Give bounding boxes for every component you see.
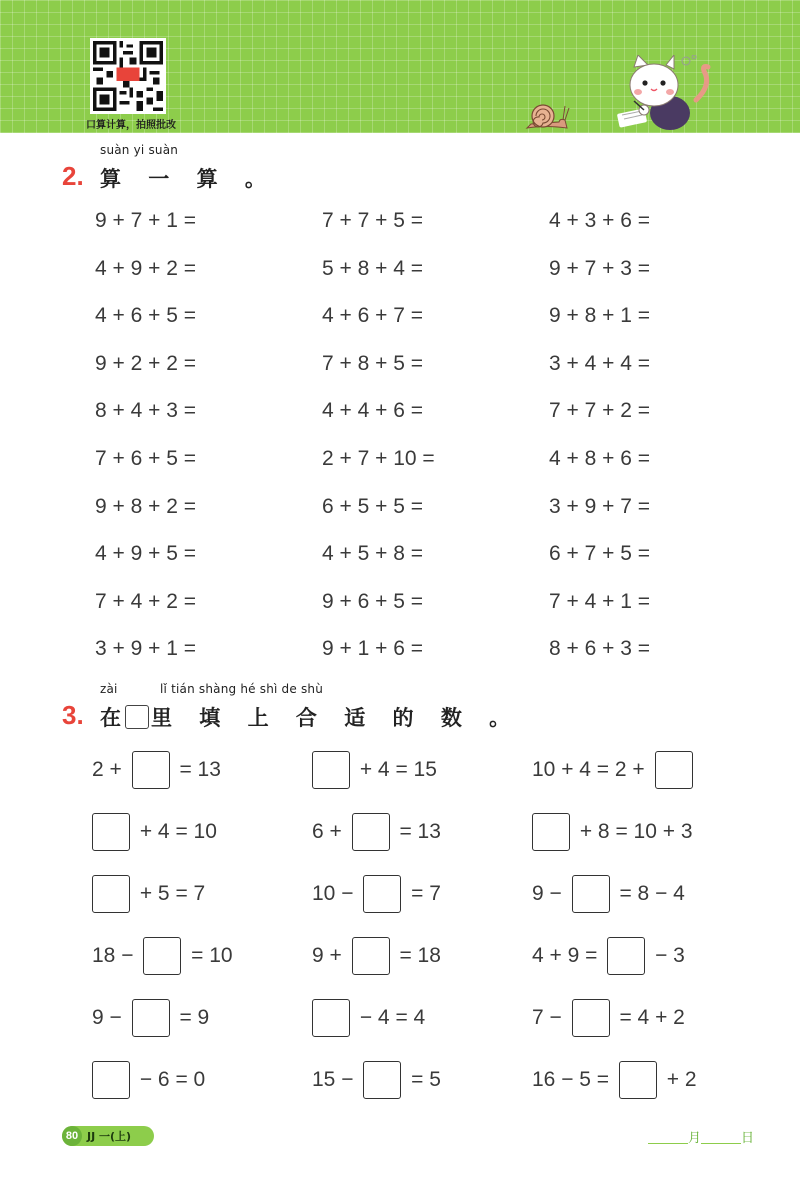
fill-blank-problem	[532, 998, 685, 1038]
calc-problem: 7 + 6 + 5 =	[95, 447, 197, 470]
answer-box[interactable]	[572, 999, 610, 1037]
answer-box[interactable]	[532, 813, 570, 851]
answer-box[interactable]	[363, 875, 401, 913]
section2-number: 2.	[62, 161, 84, 191]
answer-box[interactable]	[143, 937, 181, 975]
calc-problem: 4 + 8 + 6 =	[549, 447, 651, 470]
calc-problem: 6 + 5 + 5 =	[322, 495, 424, 518]
fill-blank-problem	[532, 874, 685, 914]
equation-right: = 18	[393, 944, 441, 967]
qr-code[interactable]	[90, 38, 166, 114]
section3-pinyin: lǐ tián shàng hé shì de shù	[160, 682, 324, 696]
calc-problem: 9 + 8 + 2 =	[95, 495, 197, 518]
page-badge	[62, 1126, 154, 1146]
calc-problem: 9 + 8 + 1 =	[549, 304, 651, 327]
calc-problem: 8 + 4 + 3 =	[95, 399, 197, 422]
calc-problem: 7 + 8 + 5 =	[322, 352, 424, 375]
answer-box[interactable]	[352, 813, 390, 851]
calc-problem: 9 + 6 + 5 =	[322, 590, 424, 613]
equation-left: 9 +	[312, 944, 348, 967]
section2-pinyin: suàn yi suàn	[100, 143, 179, 157]
calc-problem: 9 + 2 + 2 =	[95, 352, 197, 375]
fill-blank-problem	[92, 936, 233, 976]
calc-problem: 3 + 9 + 7 =	[549, 495, 651, 518]
calc-problem: 4 + 9 + 2 =	[95, 257, 197, 280]
fill-blank-problem	[312, 936, 441, 976]
equation-left: 6 +	[312, 820, 348, 843]
equation-left: 9 −	[532, 882, 568, 905]
calc-problem: 3 + 9 + 1 =	[95, 637, 197, 660]
fill-blank-problem	[92, 812, 217, 852]
calc-problem: 7 + 7 + 2 =	[549, 399, 651, 422]
answer-box[interactable]	[619, 1061, 657, 1099]
answer-box[interactable]	[312, 999, 350, 1037]
equation-right: = 9	[173, 1006, 210, 1029]
calc-problem: 9 + 1 + 6 =	[322, 637, 424, 660]
answer-box[interactable]	[132, 999, 170, 1037]
page-number: 80	[62, 1126, 82, 1146]
date-field	[648, 1127, 754, 1146]
title-blank-box	[125, 705, 149, 729]
calc-problem: 7 + 4 + 1 =	[549, 590, 651, 613]
qr-caption: 口算计算，拍照批改	[86, 120, 176, 131]
equation-right: + 5 = 7	[134, 882, 206, 905]
answer-box[interactable]	[363, 1061, 401, 1099]
equation-left: 18 −	[92, 944, 140, 967]
equation-right: + 4 = 15	[354, 758, 437, 781]
fill-blank-problem	[312, 998, 425, 1038]
fill-blank-problem	[312, 750, 437, 790]
snail-icon	[525, 98, 571, 130]
calc-problem: 2 + 7 + 10 =	[322, 447, 435, 470]
equation-right: − 4 = 4	[354, 1006, 426, 1029]
fill-blank-problem	[312, 812, 441, 852]
section3-title-after: 里 填 上 合 适 的 数 。	[151, 706, 521, 730]
month-label: 月	[688, 1131, 702, 1146]
equation-right: = 10	[185, 944, 233, 967]
calc-problem: 8 + 6 + 3 =	[549, 637, 651, 660]
calc-problem: 4 + 6 + 7 =	[322, 304, 424, 327]
calc-problem: 6 + 7 + 5 =	[549, 542, 651, 565]
fill-blank-problem	[532, 1060, 697, 1100]
equation-left: 9 −	[92, 1006, 128, 1029]
calc-problem: 9 + 7 + 3 =	[549, 257, 651, 280]
equation-right: = 8 − 4	[613, 882, 685, 905]
day-blank[interactable]	[701, 1130, 741, 1144]
month-blank[interactable]	[648, 1130, 688, 1144]
book-label: JJ 一(上)	[87, 1130, 132, 1143]
equation-left: 4 + 9 =	[532, 944, 604, 967]
answer-box[interactable]	[352, 937, 390, 975]
answer-box[interactable]	[572, 875, 610, 913]
answer-box[interactable]	[92, 1061, 130, 1099]
equation-left: 16 − 5 =	[532, 1068, 615, 1091]
equation-right: + 8 = 10 + 3	[574, 820, 693, 843]
answer-box[interactable]	[92, 875, 130, 913]
fill-blank-problem	[92, 750, 221, 790]
calc-problem: 4 + 5 + 8 =	[322, 542, 424, 565]
fill-blank-problem	[312, 874, 441, 914]
section3-title-before: 在	[100, 706, 131, 730]
answer-box[interactable]	[607, 937, 645, 975]
section2-title: 算 一 算 。	[100, 167, 276, 191]
fill-blank-problem	[92, 1060, 205, 1100]
equation-left: 2 +	[92, 758, 128, 781]
fill-blank-problem	[532, 812, 693, 852]
equation-right: = 4 + 2	[613, 1006, 685, 1029]
calc-problem: 3 + 4 + 4 =	[549, 352, 651, 375]
calc-problem: 7 + 7 + 5 =	[322, 209, 424, 232]
day-label: 日	[741, 1131, 755, 1146]
equation-left: 10 + 4 = 2 +	[532, 758, 651, 781]
equation-left: 7 −	[532, 1006, 568, 1029]
equation-right: = 13	[393, 820, 441, 843]
section3-pinyin-zai: zài	[100, 682, 118, 696]
equation-left: 10 −	[312, 882, 360, 905]
calc-problem: 5 + 8 + 4 =	[322, 257, 424, 280]
answer-box[interactable]	[655, 751, 693, 789]
calc-problem: 4 + 4 + 6 =	[322, 399, 424, 422]
calc-problem: 4 + 3 + 6 =	[549, 209, 651, 232]
answer-box[interactable]	[132, 751, 170, 789]
answer-box[interactable]	[312, 751, 350, 789]
calc-problem: 9 + 7 + 1 =	[95, 209, 197, 232]
answer-box[interactable]	[92, 813, 130, 851]
equation-right: = 13	[173, 758, 221, 781]
header-banner	[0, 0, 800, 133]
calc-problem: 4 + 6 + 5 =	[95, 304, 197, 327]
qr-code-icon	[93, 41, 163, 111]
equation-right: + 4 = 10	[134, 820, 217, 843]
fill-blank-problem	[532, 750, 697, 790]
equation-left: 15 −	[312, 1068, 360, 1091]
fill-blank-problem	[92, 998, 209, 1038]
equation-right: − 6 = 0	[134, 1068, 206, 1091]
equation-right: = 5	[405, 1068, 441, 1091]
section3-title	[100, 702, 520, 732]
cat-mascot-icon	[608, 55, 720, 133]
section3-number: 3.	[62, 700, 84, 730]
fill-blank-problem	[532, 936, 685, 976]
equation-right: + 2	[660, 1068, 697, 1091]
equation-right: − 3	[649, 944, 685, 967]
calc-problem: 4 + 9 + 5 =	[95, 542, 197, 565]
fill-blank-problem	[312, 1060, 441, 1100]
fill-blank-problem	[92, 874, 205, 914]
calc-problem: 7 + 4 + 2 =	[95, 590, 197, 613]
equation-right: = 7	[405, 882, 441, 905]
